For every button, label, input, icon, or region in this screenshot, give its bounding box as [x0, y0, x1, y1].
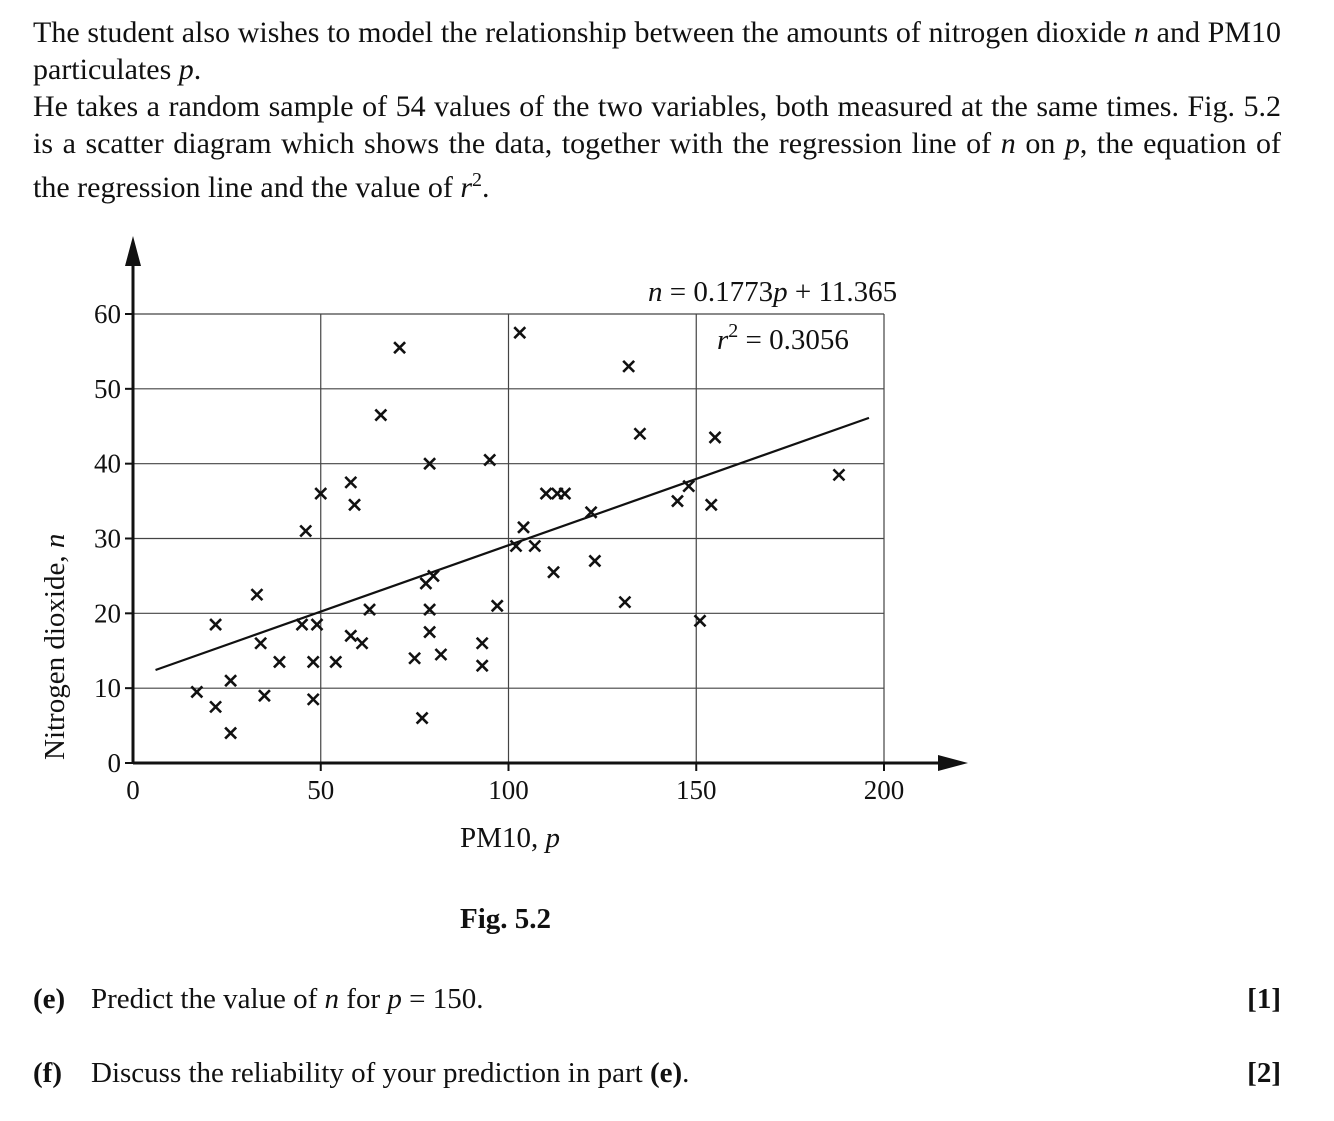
- question-marks: [1]: [1247, 983, 1281, 1015]
- data-point-cross: [345, 630, 356, 641]
- question-text: Predict the value of n for p = 150.: [91, 983, 484, 1015]
- x-tick-label: 0: [126, 775, 140, 805]
- data-point-cross: [255, 638, 266, 649]
- question-text: Discuss the reliability of your prediction in part (e).: [91, 1057, 690, 1089]
- data-point-cross: [619, 597, 630, 608]
- data-point-cross: [477, 660, 488, 671]
- question-f: [33, 1057, 1281, 1090]
- data-point-cross: [435, 649, 446, 660]
- question-label: (f): [33, 1057, 62, 1089]
- x-tick-label: 50: [307, 775, 335, 805]
- data-point-cross: [357, 638, 368, 649]
- question-e: [33, 983, 1281, 1016]
- data-point-cross: [634, 428, 645, 439]
- data-point-cross: [210, 701, 221, 712]
- chart-grid: [133, 314, 884, 763]
- question-label: (e): [33, 983, 66, 1015]
- data-point-cross: [225, 675, 236, 686]
- data-point-cross: [541, 488, 552, 499]
- data-point-cross: [589, 555, 600, 566]
- y-tick-label: 30: [94, 523, 121, 554]
- data-point-cross: [300, 526, 311, 537]
- chart-axes: [125, 236, 968, 771]
- data-point-cross: [518, 522, 529, 533]
- data-point-cross: [225, 728, 236, 739]
- data-point-cross: [424, 627, 435, 638]
- data-point-cross: [559, 488, 570, 499]
- data-point-cross: [623, 361, 634, 372]
- data-point-cross: [492, 600, 503, 611]
- y-tick-label: 0: [107, 748, 121, 778]
- data-point-cross: [251, 589, 262, 600]
- intro-paragraph-2: He takes a random sample of 54 values of the two variables, both measured at the same times. Fig. 5.2 is a scatter diagram which shows the data, together with the regression line of n on p, the equation of the regression line and the value of $r^2$.: [33, 90, 1281, 204]
- data-point-cross: [706, 499, 717, 510]
- data-point-cross: [833, 469, 844, 480]
- data-point-cross: [308, 656, 319, 667]
- data-point-cross: [477, 638, 488, 649]
- y-tick-label: 60: [94, 299, 121, 329]
- data-point-cross: [672, 496, 683, 507]
- scatter-diagram: [0, 220, 1000, 860]
- question-marks: [2]: [1247, 1057, 1281, 1089]
- data-point-cross: [308, 694, 319, 705]
- y-tick-label: 20: [94, 598, 121, 629]
- data-point-cross: [330, 656, 341, 667]
- x-tick-label: 200: [863, 775, 905, 805]
- chart-ticks: [94, 299, 904, 805]
- data-point-cross: [710, 432, 721, 443]
- data-point-cross: [409, 653, 420, 664]
- intro-paragraph-1: The student also wishes to model the relationship between the amounts of nitrogen dioxide n and PM10 particulates p.: [33, 16, 1281, 86]
- data-point-cross: [345, 477, 356, 488]
- x-axis-label: PM10, p: [460, 822, 560, 854]
- question-intro: [33, 14, 1281, 206]
- y-tick-label: 40: [94, 448, 121, 479]
- data-point-cross: [375, 410, 386, 421]
- data-point-cross: [514, 327, 525, 338]
- data-point-cross: [259, 690, 270, 701]
- y-axis-arrow: [125, 236, 141, 266]
- data-point-cross: [210, 619, 221, 630]
- r-squared-label: $r^2 = 0.3056$: [717, 320, 849, 356]
- x-tick-label: 150: [676, 775, 717, 805]
- x-tick-label: 100: [488, 775, 529, 805]
- x-axis-arrow: [938, 755, 968, 771]
- y-tick-label: 10: [94, 673, 121, 704]
- data-point-cross: [274, 656, 285, 667]
- data-point-cross: [548, 567, 559, 578]
- y-tick-label: 50: [94, 373, 121, 404]
- data-point-cross: [394, 342, 405, 353]
- regression-equation-label: n = 0.1773p + 11.365: [648, 276, 898, 308]
- y-axis-label: Nitrogen dioxide, n: [39, 533, 71, 760]
- data-point-cross: [349, 499, 360, 510]
- data-point-cross: [296, 619, 307, 630]
- figure-caption: Fig. 5.2: [460, 903, 552, 935]
- data-point-cross: [417, 713, 428, 724]
- data-point-cross: [529, 540, 540, 551]
